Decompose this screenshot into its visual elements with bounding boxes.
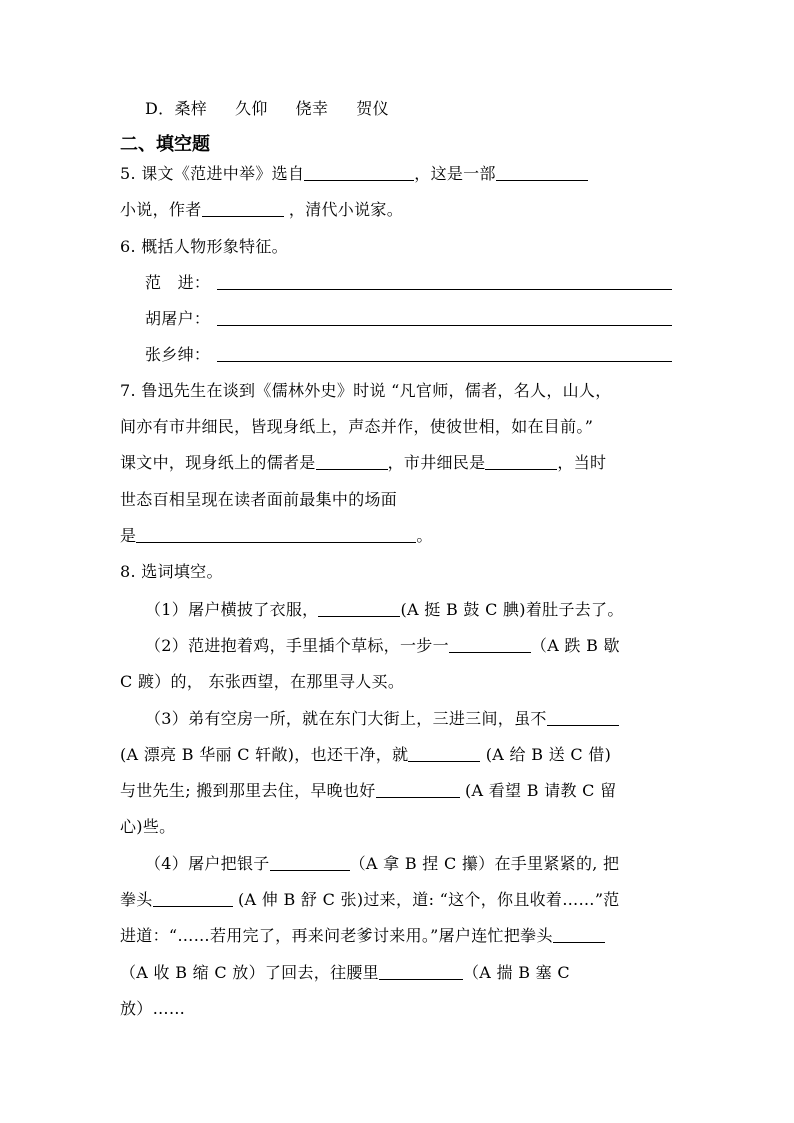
q8-text: 与世先生; 搬到那里去住，早晚也好: [120, 781, 376, 800]
answer-blank[interactable]: [270, 854, 350, 871]
q8-item-4: [145, 854, 619, 874]
q8-text: （4）屠户把银子: [145, 854, 270, 873]
q8-item-2-cont: C 踱）的， 东张西望，在那里寻人买。: [120, 672, 405, 691]
answer-blank[interactable]: [136, 526, 416, 543]
q8-text: （A 拿 B 捏 C 攥）在手里紧紧的, 把: [349, 854, 620, 873]
q8-item-4-cont: [120, 926, 605, 946]
q8-text: （3）弟有空房一所，就在东门大街上，三进三间，虽不: [145, 709, 547, 728]
q8-text: (A 伸 B 舒 C 张)过来，道: “这个，你且收着……”范: [232, 890, 620, 909]
answer-blank[interactable]: [153, 890, 233, 907]
q6-row-label: 范 进：: [145, 273, 211, 292]
q8-item-4-cont: 放）……: [120, 999, 186, 1018]
q8-text: (A 挺 B 鼓 C 腆)着肚子去了。: [400, 600, 624, 619]
q5-text: 5. 课文《范进中举》选自: [120, 164, 305, 183]
option-d-word: 侥幸: [295, 99, 329, 118]
answer-blank[interactable]: [376, 781, 460, 798]
q7-line: [120, 453, 606, 473]
q8-item-3-cont: [120, 781, 616, 801]
q8-text: 进道：“……若用完了，再来问老爹讨来用。”屠户连忙把拳头: [120, 926, 553, 945]
answer-blank[interactable]: [496, 164, 588, 181]
q8-item-1: [145, 600, 624, 620]
q7-line: 7. 鲁迅先生在谈到《儒林外史》时说 “凡官师，儒者，名人，山人，: [120, 381, 612, 400]
answer-blank[interactable]: [449, 636, 531, 653]
q8-item-3-cont: 心)些。: [120, 817, 176, 836]
q7-text: ，市井细民是: [387, 453, 486, 472]
q8-text: （1）屠户横披了衣服，: [145, 600, 319, 619]
q8-text: 拳头: [120, 890, 153, 909]
q6-row-label: 张乡绅：: [145, 345, 211, 364]
option-d-word: 久仰: [235, 99, 268, 118]
q8-text: （A 收 B 缩 C 放）了回去，往腰里: [120, 963, 379, 982]
q5-text: ，清代小说家。: [283, 200, 404, 219]
answer-blank[interactable]: [202, 200, 284, 217]
q8-text: (A 看望 B 请教 C 留: [459, 781, 617, 800]
q6-row: [145, 345, 672, 365]
q6-prompt: 6. 概括人物形象特征。: [120, 237, 288, 256]
q7-text: ，当时: [557, 453, 607, 472]
q7-line: 世态百相呈现在读者面前最集中的场面: [120, 490, 398, 509]
q7-text: 是: [120, 526, 137, 545]
q8-item-3-cont: [120, 745, 611, 765]
q7-text: 。: [416, 526, 433, 545]
answer-blank[interactable]: [217, 345, 672, 362]
q8-text: （A 揣 B 塞 C: [463, 963, 570, 982]
q7-line: [120, 526, 433, 546]
q5-text: 小说，作者: [120, 200, 202, 219]
option-d-word: 桑梓: [174, 99, 208, 118]
answer-blank[interactable]: [304, 164, 414, 181]
answer-blank[interactable]: [485, 453, 557, 470]
q8-item-2: [145, 636, 620, 656]
q8-prompt: 8. 选词填空。: [120, 562, 223, 581]
q7-text: 课文中，现身纸上的儒者是: [120, 453, 316, 472]
q6-row: [145, 273, 672, 293]
q5-line-2: [120, 200, 403, 220]
q8-text: (A 给 B 送 C 借): [480, 745, 612, 764]
answer-blank[interactable]: [318, 600, 400, 617]
q8-item-4-cont: [120, 890, 620, 910]
q8-text: （A 跌 B 歇: [530, 636, 620, 655]
answer-blank[interactable]: [217, 309, 672, 326]
q8-item-4-cont: [120, 963, 570, 983]
q6-row-label: 胡屠户：: [145, 309, 211, 328]
answer-blank[interactable]: [316, 453, 388, 470]
section-title: 二、填空题: [120, 134, 210, 155]
option-d-line: [145, 99, 389, 119]
q8-text: (A 漂亮 B 华丽 C 轩敞)，也还干净，就: [120, 745, 409, 764]
q6-row: [145, 309, 672, 329]
answer-blank[interactable]: [408, 745, 480, 762]
answer-blank[interactable]: [547, 709, 619, 726]
answer-blank[interactable]: [553, 926, 605, 943]
option-d-label: D．: [145, 99, 175, 118]
q5-text: ，这是一部: [414, 164, 496, 183]
q8-text: （2）范进抱着鸡，手里插个草标，一步一: [145, 636, 449, 655]
option-d-word: 贺仪: [356, 99, 389, 118]
answer-blank[interactable]: [217, 273, 672, 290]
answer-blank[interactable]: [379, 963, 463, 980]
q8-item-3: [145, 709, 619, 729]
q5-line-1: [120, 164, 588, 184]
q7-line: 间亦有市井细民，皆现身纸上，声态并作，使彼世相，如在目前。”: [120, 417, 594, 436]
